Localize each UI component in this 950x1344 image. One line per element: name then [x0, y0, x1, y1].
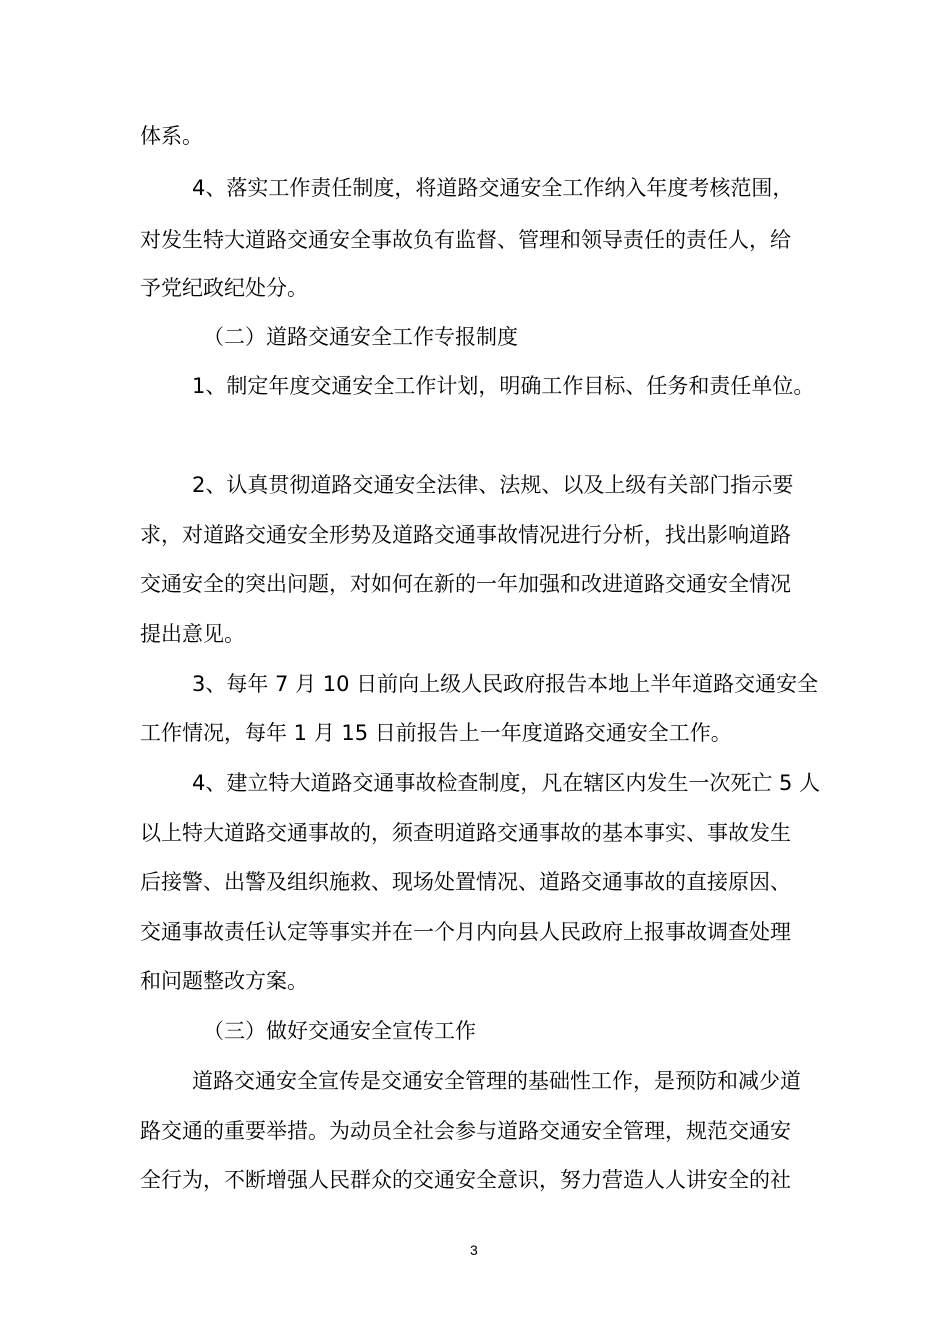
- text-line: 路交通的重要举措。为动员全社会参与道路交通安全管理，规范交通安: [140, 1119, 791, 1143]
- text-line: 1、制定年度交通安全工作计划，明确工作目标、任务和责任单位。: [192, 374, 815, 398]
- text-line: 4、落实工作责任制度，将道路交通安全工作纳入年度考核范围，: [192, 176, 794, 200]
- text-line: 工作情况，每年 1 月 15 日前报告上一年度道路交通安全工作。: [140, 721, 732, 745]
- text-line: 提出意见。: [140, 622, 245, 646]
- text-line: 体系。: [140, 124, 203, 148]
- text-line: 和问题整改方案。: [140, 969, 308, 993]
- text-line: 交通安全的突出问题，对如何在新的一年加强和改进道路交通安全情况: [140, 572, 791, 596]
- text-line: 3、每年 7 月 10 日前向上级人民政府报告本地上半年道路交通安全: [192, 672, 819, 696]
- section-heading: （三）做好交通安全宣传工作: [203, 1019, 476, 1043]
- text-line: 道路交通安全宣传是交通安全管理的基础性工作，是预防和减少道: [192, 1069, 801, 1093]
- text-line: 4、建立特大道路交通事故检查制度，凡在辖区内发生一次死亡 5 人: [192, 771, 821, 795]
- text-line: 2、认真贯彻道路交通安全法律、法规、以及上级有关部门指示要: [192, 473, 794, 497]
- text-line: 后接警、出警及组织施救、现场处置情况、道路交通事故的直接原因、: [140, 870, 791, 894]
- text-line: 予党纪政纪处分。: [140, 276, 308, 300]
- text-line: 求，对道路交通安全形势及道路交通事故情况进行分析，找出影响道路: [140, 523, 791, 547]
- text-line: 对发生特大道路交通安全事故负有监督、管理和领导责任的责任人，给: [140, 228, 791, 252]
- section-heading: （二）道路交通安全工作专报制度: [203, 325, 518, 349]
- text-line: 全行为，不断增强人民群众的交通安全意识，努力营造人人讲安全的社: [140, 1168, 791, 1192]
- text-line: 以上特大道路交通事故的，须查明道路交通事故的基本事实、事故发生: [140, 821, 791, 845]
- page-number: 3: [470, 1242, 478, 1258]
- text-line: 交通事故责任认定等事实并在一个月内向县人民政府上报事故调查处理: [140, 920, 791, 944]
